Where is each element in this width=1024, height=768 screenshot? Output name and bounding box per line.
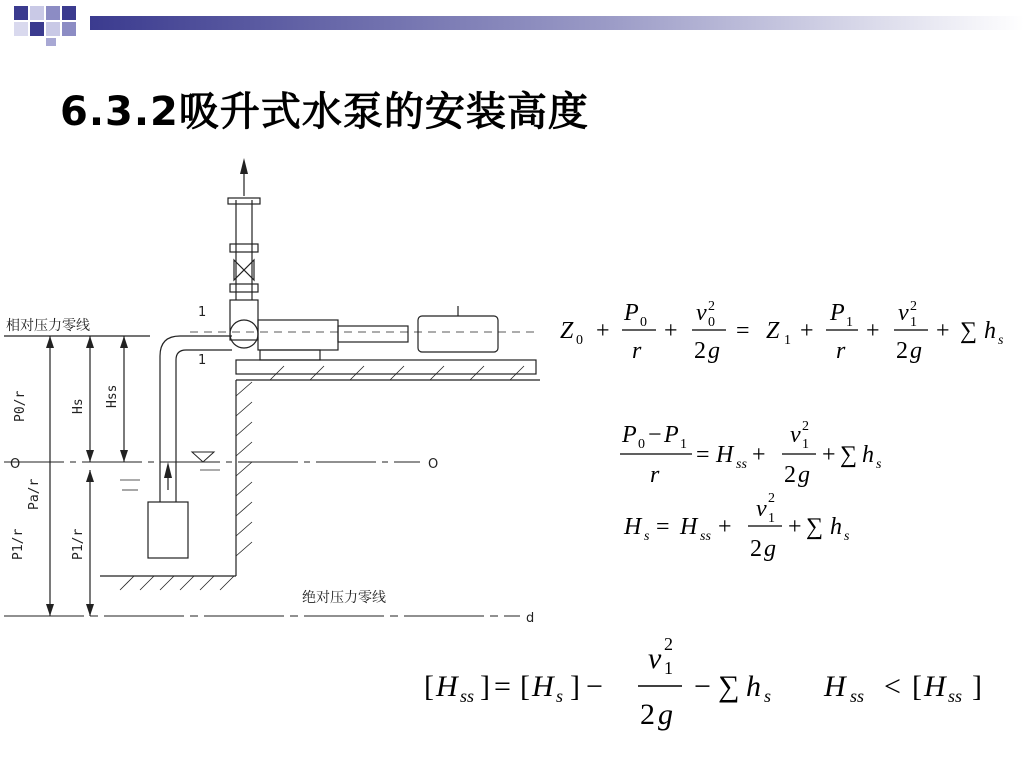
svg-text:−: − — [586, 670, 603, 703]
svg-text:2: 2 — [708, 299, 715, 314]
dim-label-p0: P0/r — [13, 390, 28, 422]
slide-title: 6.3.2吸升式水泵的安装高度 — [60, 89, 589, 135]
svg-text:H: H — [532, 670, 554, 703]
svg-text:P: P — [830, 300, 845, 326]
svg-text:g: g — [910, 338, 922, 364]
svg-text:H: H — [924, 670, 946, 703]
svg-text:2: 2 — [640, 698, 655, 731]
svg-text:2: 2 — [784, 462, 796, 488]
pump-installation-diagram — [0, 150, 560, 630]
svg-text:g: g — [658, 698, 673, 731]
dim-label-pa: Pa/r — [27, 478, 42, 510]
svg-text:2: 2 — [750, 536, 762, 562]
svg-text:1: 1 — [784, 333, 791, 348]
svg-text:Z: Z — [560, 318, 574, 344]
svg-text:=: = — [656, 514, 670, 540]
svg-text:Z: Z — [766, 318, 780, 344]
svg-text:r: r — [836, 338, 846, 364]
svg-text:0: 0 — [638, 437, 645, 452]
svg-text:r: r — [650, 462, 660, 488]
svg-text:P: P — [624, 300, 639, 326]
svg-text:v: v — [790, 422, 801, 448]
svg-text:1: 1 — [802, 437, 809, 452]
svg-text:v: v — [898, 300, 909, 326]
water-level-mark-right: O — [428, 457, 439, 472]
equation-suction-height — [624, 490, 874, 570]
relative-zero-line-label: 相对压力零线 — [6, 318, 90, 334]
svg-text:+: + — [800, 318, 814, 344]
svg-text:1: 1 — [846, 315, 853, 330]
svg-text:+: + — [936, 318, 950, 344]
svg-text:+: + — [718, 514, 732, 540]
svg-text:−: − — [648, 422, 662, 448]
svg-text:v: v — [696, 300, 707, 326]
svg-text:h: h — [746, 670, 761, 703]
svg-text:2: 2 — [896, 338, 908, 364]
svg-text:∑: ∑ — [960, 318, 978, 344]
svg-text:s: s — [644, 529, 650, 544]
svg-text:<: < — [884, 670, 901, 703]
svg-text:=: = — [696, 442, 710, 468]
svg-text:∑: ∑ — [806, 514, 824, 540]
svg-text:−: − — [694, 670, 711, 703]
svg-text:ss: ss — [736, 457, 747, 472]
svg-text:]: ] — [570, 670, 580, 703]
dim-label-hss: Hss — [105, 384, 120, 408]
svg-text:]: ] — [972, 670, 982, 703]
svg-text:ss: ss — [460, 686, 475, 706]
svg-text:H: H — [824, 670, 846, 703]
svg-text:2: 2 — [664, 634, 673, 654]
svg-text:1: 1 — [680, 437, 687, 452]
svg-text:+: + — [822, 442, 836, 468]
svg-text:s: s — [998, 333, 1004, 348]
svg-text:s: s — [876, 457, 882, 472]
header-decoration — [0, 0, 1024, 48]
svg-text:ss: ss — [700, 529, 711, 544]
svg-text:+: + — [596, 318, 610, 344]
svg-text:0: 0 — [576, 333, 583, 348]
svg-text:H: H — [716, 442, 734, 468]
svg-text:g: g — [708, 338, 720, 364]
svg-text:H: H — [436, 670, 458, 703]
svg-text:2: 2 — [768, 491, 775, 506]
section-mark-bottom: 1 — [198, 353, 207, 368]
svg-text:H: H — [624, 514, 642, 540]
svg-text:+: + — [788, 514, 802, 540]
svg-text:=: = — [494, 670, 511, 703]
svg-text:=: = — [736, 318, 750, 344]
svg-text:s: s — [764, 686, 772, 706]
dim-label-p1r: P1/r — [11, 528, 26, 560]
svg-text:h: h — [862, 442, 874, 468]
svg-text:+: + — [664, 318, 678, 344]
svg-text:v: v — [756, 496, 767, 522]
svg-text:1: 1 — [768, 511, 775, 526]
svg-text:[: [ — [424, 670, 434, 703]
svg-text:ss: ss — [850, 686, 865, 706]
svg-text:1: 1 — [664, 658, 673, 678]
svg-text:[: [ — [912, 670, 922, 703]
dim-label-p1: P1/r — [71, 528, 86, 560]
dim-label-hs: Hs — [71, 398, 86, 414]
svg-text:v: v — [648, 642, 662, 675]
svg-text:h: h — [984, 318, 996, 344]
svg-text:2: 2 — [802, 419, 809, 434]
svg-text:+: + — [752, 442, 766, 468]
svg-text:+: + — [866, 318, 880, 344]
equation-pressure-difference — [618, 412, 898, 492]
svg-text:P: P — [664, 422, 679, 448]
absolute-zero-line-label: 绝对压力零线 — [302, 590, 386, 606]
svg-text:0: 0 — [708, 315, 715, 330]
equation-bernoulli — [560, 292, 1020, 372]
svg-text:[: [ — [520, 670, 530, 703]
svg-text:g: g — [798, 462, 810, 488]
datum-mark: d — [526, 611, 535, 626]
svg-text:2: 2 — [694, 338, 706, 364]
svg-text:1: 1 — [910, 315, 917, 330]
water-level-mark-left: O — [10, 457, 21, 472]
svg-text:h: h — [830, 514, 842, 540]
svg-text:s: s — [844, 529, 850, 544]
section-mark-top: 1 — [198, 305, 207, 320]
svg-text:H: H — [680, 514, 698, 540]
svg-text:r: r — [632, 338, 642, 364]
svg-text:0: 0 — [640, 315, 647, 330]
equation-allowable-height — [424, 630, 1004, 740]
svg-text:g: g — [764, 536, 776, 562]
svg-text:]: ] — [480, 670, 490, 703]
svg-text:2: 2 — [910, 299, 917, 314]
svg-text:∑: ∑ — [718, 670, 740, 703]
svg-text:ss: ss — [948, 686, 963, 706]
svg-text:s: s — [556, 686, 564, 706]
svg-text:P: P — [622, 422, 637, 448]
svg-text:∑: ∑ — [840, 442, 858, 468]
